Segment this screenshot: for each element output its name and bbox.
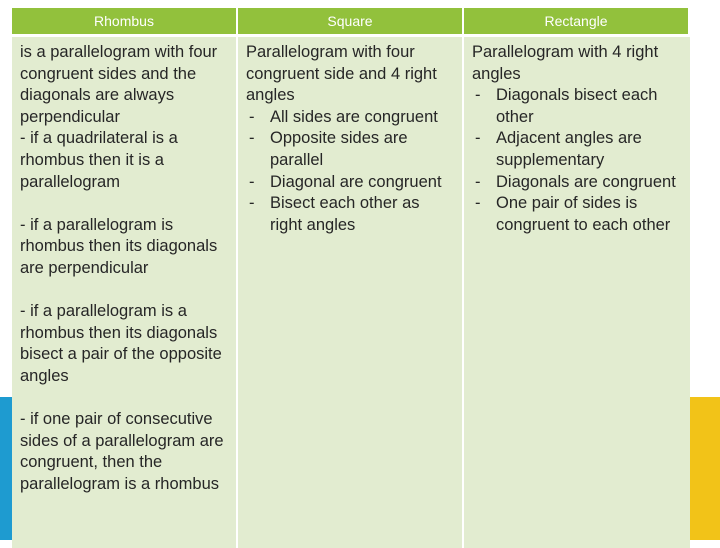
- list-item: - Diagonals are congruent: [472, 172, 684, 194]
- right-accent-bar: [688, 397, 720, 540]
- square-properties-list: [246, 107, 456, 237]
- square-definition: Parallelogram with four congruent side and 4 right angles: [246, 43, 437, 105]
- rectangle-properties-list: [472, 85, 684, 236]
- list-item: - One pair of sides is congruent to each other: [472, 193, 684, 236]
- quadrilateral-comparison-table: [12, 8, 690, 548]
- rhombus-theorem: - if a parallelogram is a rhombus then its diagonals bisect a pair of the opposite angles: [20, 302, 222, 385]
- header-square: Square: [238, 8, 464, 37]
- list-item: - Diagonal are congruent: [246, 172, 456, 194]
- header-rhombus: Rhombus: [12, 8, 238, 37]
- list-item: - Opposite sides are parallel: [246, 128, 456, 171]
- list-item: - Adjacent angles are supplementary: [472, 128, 684, 171]
- rhombus-definition: is a parallelogram with four congruent sides and the diagonals are always perpendicular: [20, 43, 218, 126]
- rhombus-theorem: - if a quadrilateral is a rhombus then it is a parallelogram: [20, 129, 178, 191]
- list-item: - Bisect each other as right angles: [246, 193, 456, 236]
- header-rectangle: Rectangle: [464, 8, 690, 37]
- list-item: - Diagonals bisect each other: [472, 85, 684, 128]
- rectangle-cell: [464, 37, 690, 548]
- list-item: - All sides are congruent: [246, 107, 456, 129]
- rhombus-theorem: - if one pair of consecutive sides of a parallelogram are congruent, then the parallelogram is a rhombus: [20, 410, 224, 493]
- rectangle-definition: Parallelogram with 4 right angles: [472, 43, 659, 83]
- rhombus-cell: [12, 37, 238, 548]
- rhombus-theorem: - if a parallelogram is rhombus then its diagonals are perpendicular: [20, 215, 218, 277]
- square-cell: [238, 37, 464, 548]
